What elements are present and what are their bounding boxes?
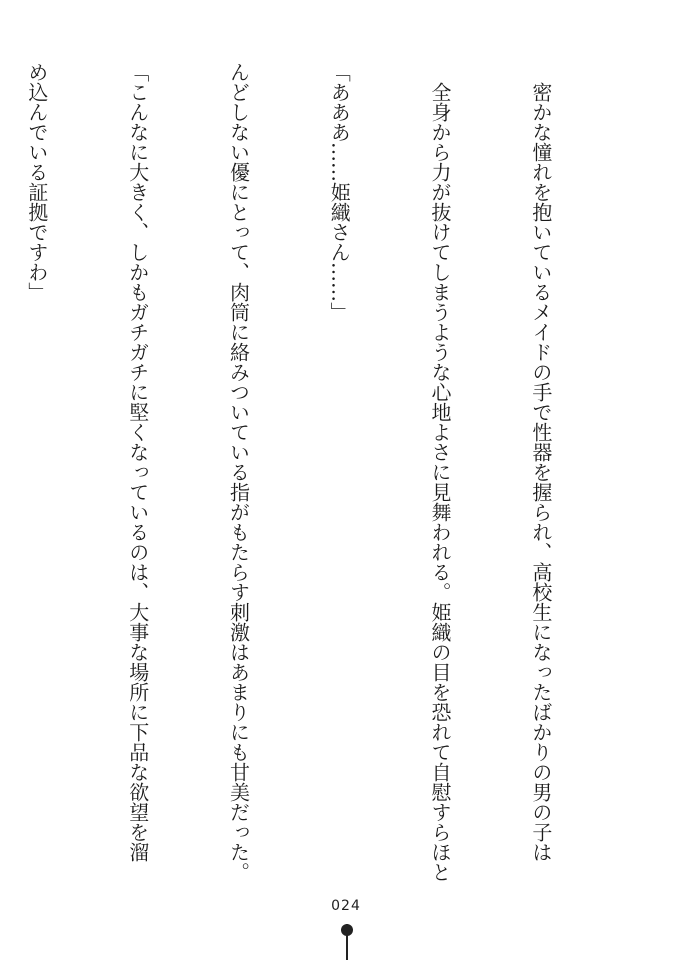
text-line: んどしない優にとって、肉筒に絡みついている指がもたらす刺激はあまりにも甘美だった。: [226, 62, 251, 882]
text-line: 「こんなに大きく、しかもガチガチに堅くなっているのは、大事な場所に下品な欲望を溜: [125, 62, 150, 862]
text-line: 全身から力が抜けてしまうような心地よさに見舞われる。姫織の目を恐れて自慰すらほと: [428, 62, 453, 882]
text-line: 「あああ……姫織さん……」: [327, 62, 352, 322]
vertical-text-body: [0, 62, 624, 882]
text-line: め込んでいる証拠ですわ」: [24, 62, 49, 302]
page-ornament-line: [346, 924, 348, 960]
page-number: 024: [331, 898, 361, 914]
text-line: 密かな憧れを抱いているメイドの手で性器を握られ、高校生になったばかりの男の子は: [528, 62, 553, 862]
